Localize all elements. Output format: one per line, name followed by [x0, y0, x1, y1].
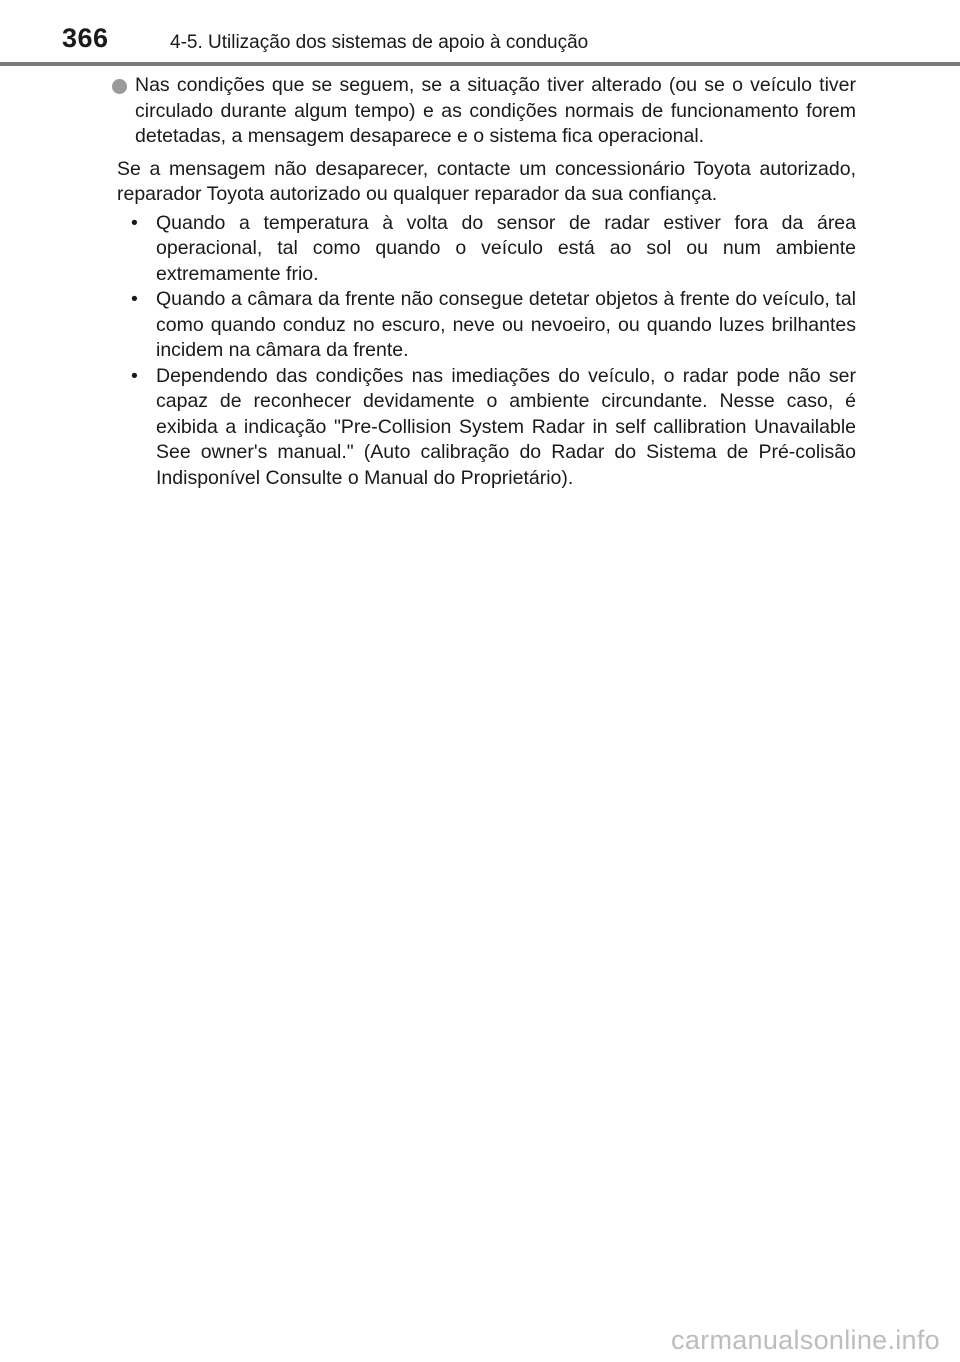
- page-content: [117, 73, 856, 491]
- note-block: [117, 73, 856, 150]
- list-item-text: Quando a câmara da frente não consegue detetar objetos à frente do veículo, tal como quando conduz no escuro, neve ou nevoeiro, ou quando luzes brilhantes incidem na câmara da frente.: [156, 288, 856, 361]
- bullet-icon: •: [131, 211, 138, 234]
- watermark: carmanualsonline.info: [671, 1325, 940, 1355]
- page-number: 366: [62, 23, 109, 53]
- list-item-text: Dependendo das condições nas imediações do veículo, o radar pode não ser capaz de reconhecer devidamente o ambiente circundante. Nesse caso, é exibida a indicação "Pre-Collision System Radar in self callibration Unavailable See owner's manual." (Auto calibração do Radar do Sistema de Pré-colisão Indisponível Consulte o Manual do Proprietário).: [156, 364, 856, 489]
- conditions-list: [117, 211, 856, 492]
- page-header: [0, 0, 960, 66]
- header-divider: [0, 62, 960, 66]
- contact-paragraph: Se a mensagem não desaparecer, contacte um concessionário Toyota autorizado, reparador Toyota autorizado ou qualquer reparador da sua confiança.: [117, 157, 856, 205]
- section-title: 4-5. Utilização dos sistemas de apoio à condução: [170, 32, 589, 53]
- note-bullet-icon: [112, 79, 127, 94]
- bullet-icon: •: [131, 288, 138, 310]
- bullet-icon: •: [131, 364, 138, 387]
- list-item: [117, 211, 856, 288]
- note-text: Nas condições que se seguem, se a situação tiver alterado (ou se o veículo tiver circulado durante algum tempo) e as condições normais de funcionamento forem detetadas, a mensagem desaparece e o sistema fica operacional.: [135, 74, 856, 147]
- list-item: [117, 287, 856, 364]
- list-item-text: Quando a temperatura à volta do sensor de radar estiver fora da área operacional, tal como quando o veículo está ao sol ou num ambiente extremamente frio.: [156, 211, 856, 285]
- list-item: [117, 364, 856, 492]
